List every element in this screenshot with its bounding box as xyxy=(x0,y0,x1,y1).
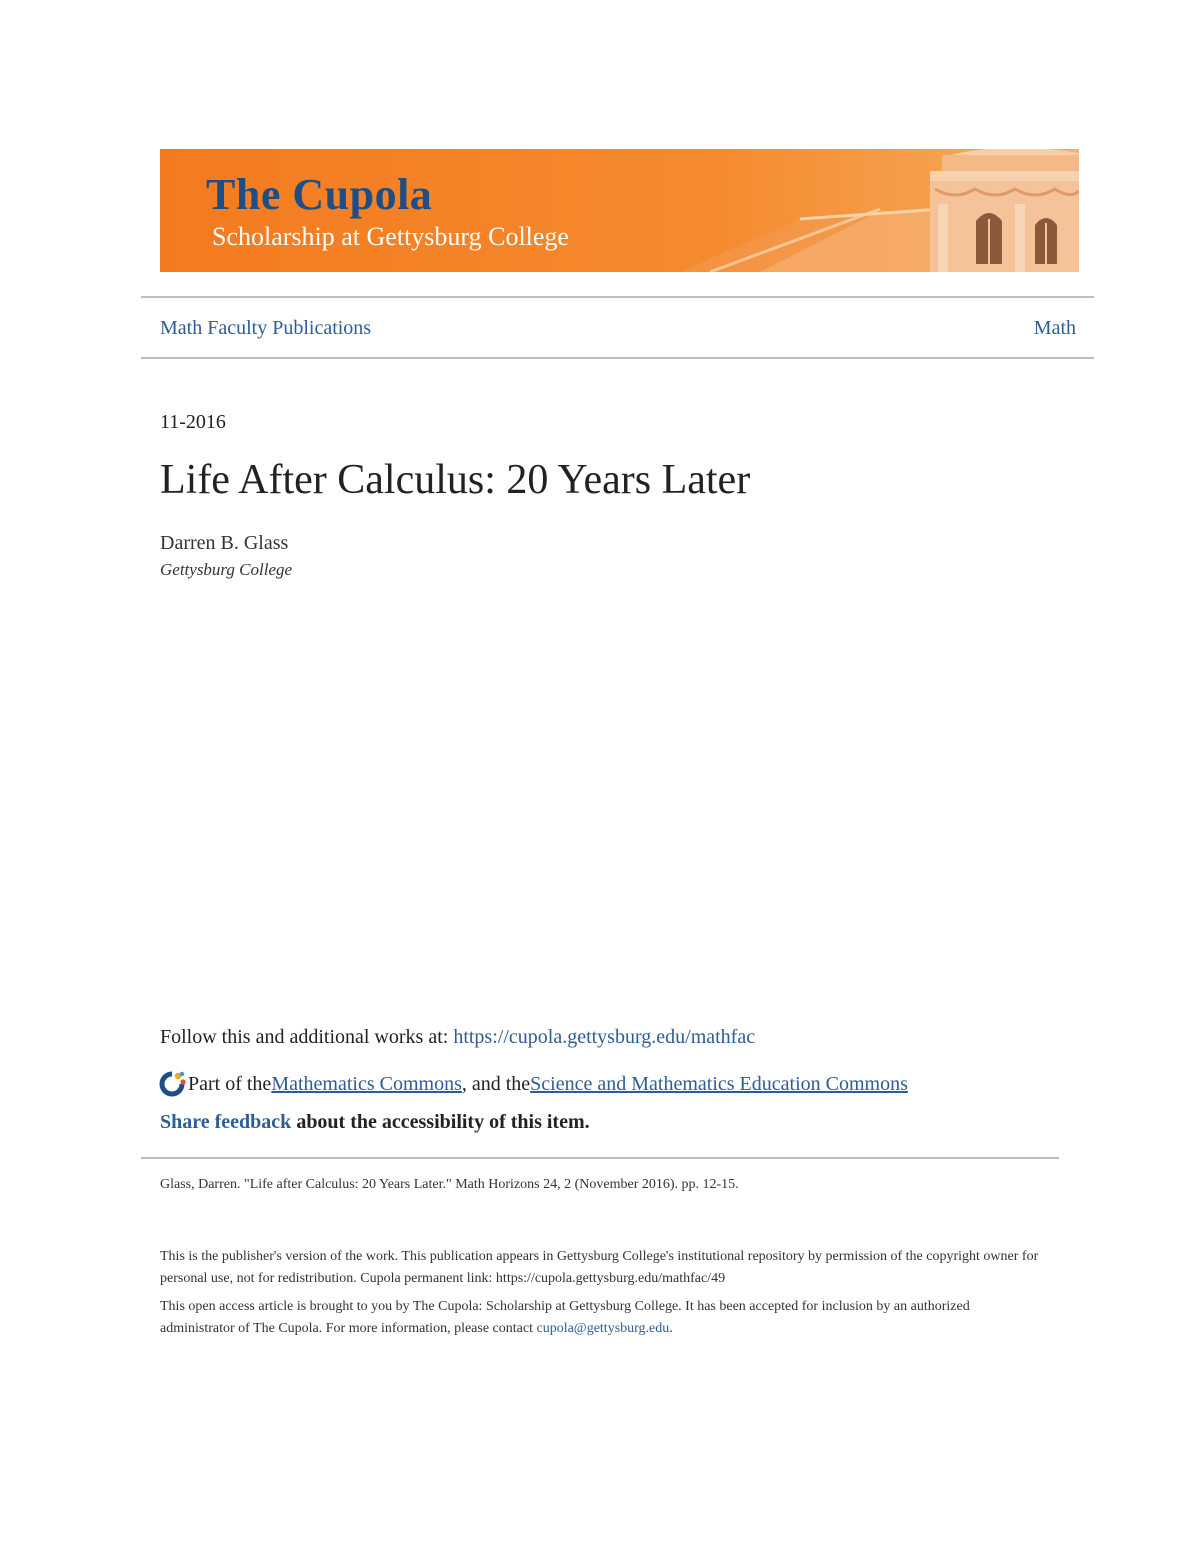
department-link[interactable]: Math xyxy=(1033,317,1076,339)
recommended-citation: Glass, Darren. "Life after Calculus: 20 Years Later." Math Horizons 24, 2 (November 2016). pp. 12-15. xyxy=(160,1177,739,1192)
follow-label: Follow this and additional works at: xyxy=(160,1026,454,1048)
cupola-banner xyxy=(160,149,1079,272)
feedback-text: about the accessibility of this item. xyxy=(291,1111,590,1133)
share-feedback-link[interactable]: Share feedback xyxy=(160,1111,292,1133)
feedback-line xyxy=(160,1111,590,1134)
open-access-end: . xyxy=(669,1321,673,1336)
partof-middle: , and the xyxy=(461,1072,531,1095)
cupola-building-illustration xyxy=(680,149,1079,272)
author-affiliation: Gettysburg College xyxy=(160,560,293,579)
article-title: Life After Calculus: 20 Years Later xyxy=(160,457,751,503)
commons-line xyxy=(158,1070,908,1098)
partof-prefix: Part of the xyxy=(188,1072,272,1095)
citation-top-rule xyxy=(141,1157,1059,1159)
mathematics-commons-link[interactable]: Mathematics Commons xyxy=(271,1072,462,1095)
network-commons-icon xyxy=(158,1070,186,1098)
contact-email-link[interactable]: cupola@gettysburg.edu xyxy=(536,1321,670,1336)
open-access-notice xyxy=(160,1296,1040,1340)
series-link[interactable]: Math Faculty Publications xyxy=(160,317,372,339)
collection-url-link[interactable]: https://cupola.gettysburg.edu/mathfac xyxy=(453,1026,756,1048)
publisher-notice: This is the publisher's version of the work. This publication appears in Gettysburg College's institutional repository by permission of the copyright owner for personal use, not for redistribution. Cupola permanent link: https://cupola.gettysburg.edu/mathfac/49 xyxy=(160,1249,1039,1286)
publication-date: 11-2016 xyxy=(160,411,226,433)
banner-title: The Cupola xyxy=(206,170,433,219)
author-name: Darren B. Glass xyxy=(160,532,289,554)
open-access-text: This open access article is brought to you by The Cupola: Scholarship at Gettysburg College. It has been accepted for inclusion by an authorized administrator of The Cupola. For more information, please contact xyxy=(160,1299,970,1336)
banner-subtitle: Scholarship at Gettysburg College xyxy=(212,222,569,251)
science-math-education-commons-link[interactable]: Science and Mathematics Education Commons xyxy=(530,1072,908,1095)
nav-bottom-rule xyxy=(141,357,1094,359)
nav-top-rule xyxy=(141,296,1094,298)
follow-line xyxy=(160,1026,755,1049)
